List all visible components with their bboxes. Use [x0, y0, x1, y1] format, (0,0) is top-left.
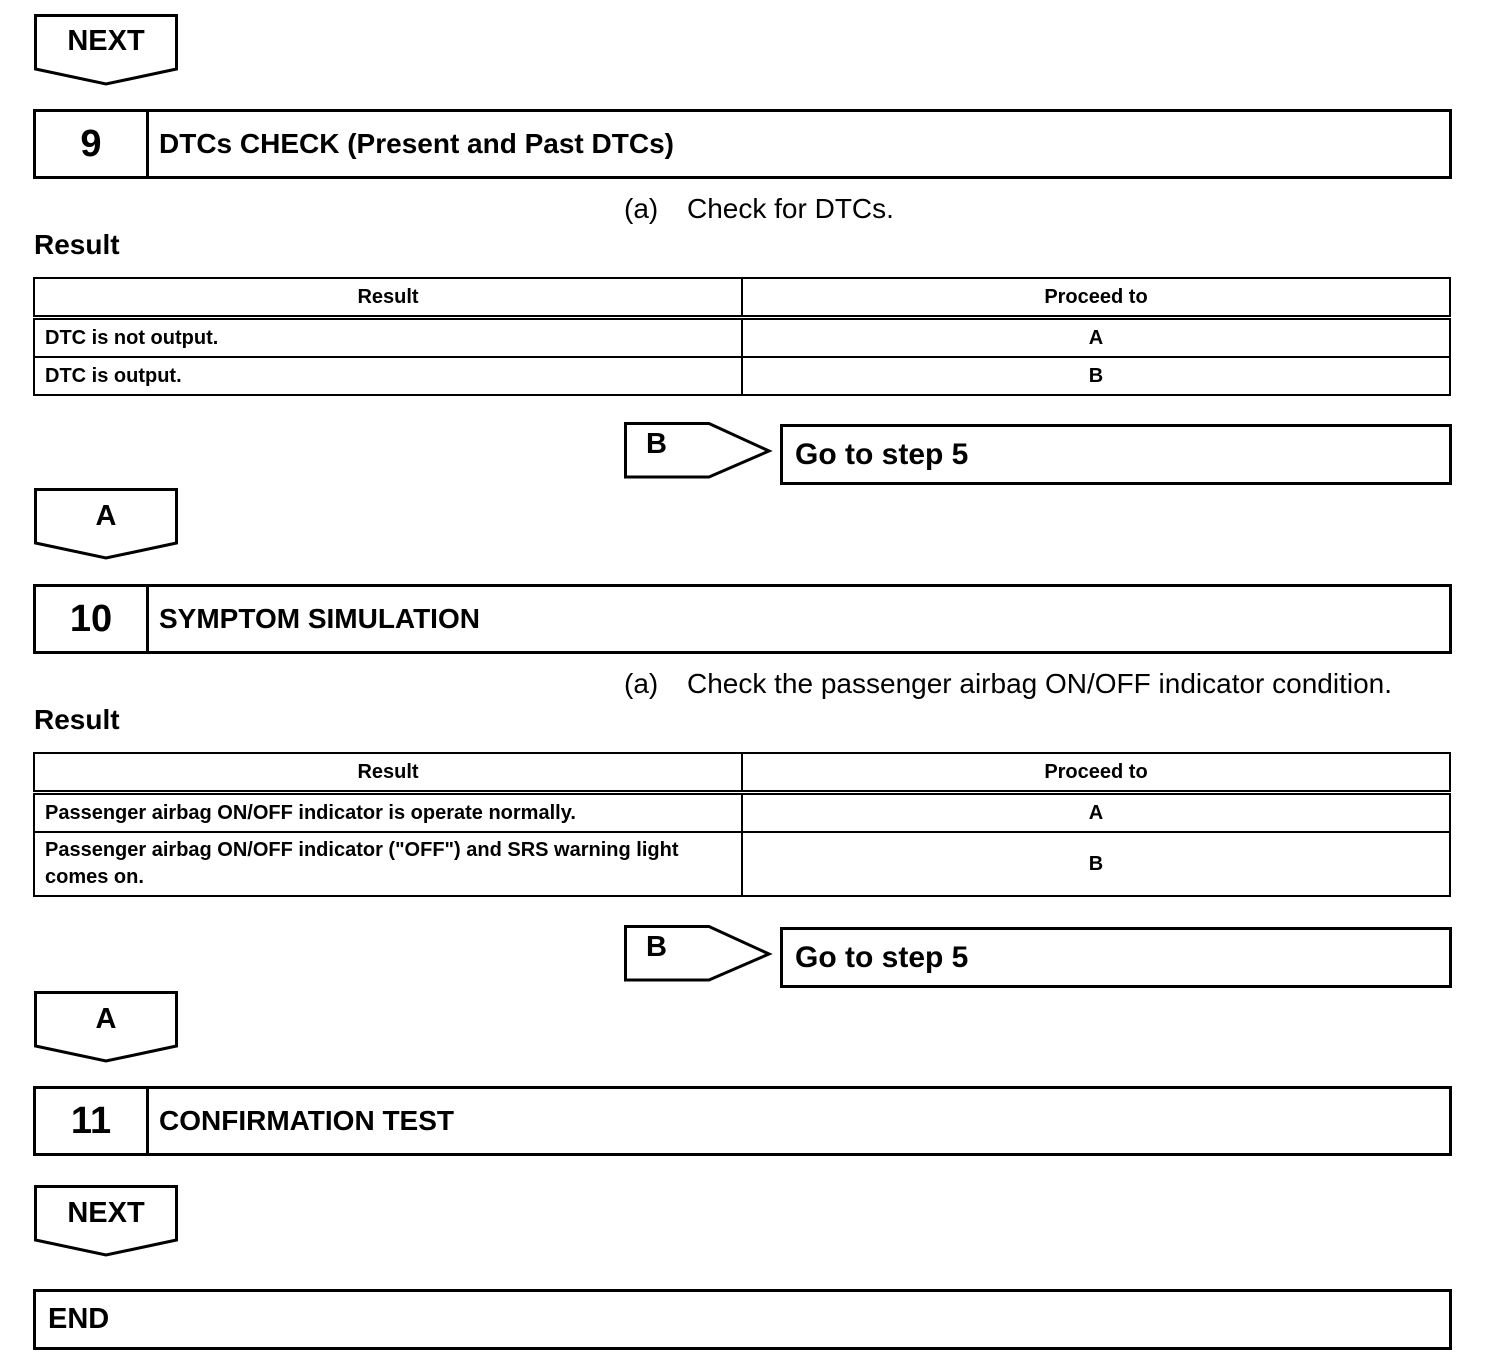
branch-b-arrow	[624, 925, 774, 983]
table-row	[34, 357, 1450, 395]
step-title: CONFIRMATION TEST	[159, 1105, 455, 1136]
step-11-header	[33, 1086, 1452, 1156]
proceed-cell: A	[742, 793, 1450, 833]
step-number: 11	[36, 1089, 149, 1153]
table-header-result: Result	[34, 278, 742, 318]
proceed-cell: B	[742, 357, 1450, 395]
step-title: DTCs CHECK (Present and Past DTCs)	[159, 128, 674, 159]
step-9-instruction	[624, 193, 894, 225]
step-number: 10	[36, 587, 149, 651]
table-row	[34, 318, 1450, 358]
continue-label: A	[95, 500, 117, 532]
step-9-header	[33, 109, 1452, 179]
result-cell: Passenger airbag ON/OFF indicator is operate normally.	[34, 793, 742, 833]
next-marker-top	[34, 14, 178, 86]
instruction-text: Check the passenger airbag ON/OFF indicator condition.	[687, 668, 1393, 699]
instruction-tag: (a)	[624, 193, 659, 224]
result-table	[33, 752, 1451, 897]
result-cell: DTC is output.	[34, 357, 742, 395]
instruction-tag: (a)	[624, 668, 659, 699]
table-header-result: Result	[34, 753, 742, 793]
next-label: NEXT	[67, 1197, 145, 1229]
go-to-step-box: Go to step 5	[780, 927, 1452, 988]
result-label: Result	[34, 704, 120, 735]
go-to-step-box: Go to step 5	[780, 424, 1452, 485]
result-cell: DTC is not output.	[34, 318, 742, 358]
step-10-instruction	[624, 668, 1392, 700]
continue-a-marker	[34, 991, 178, 1063]
next-marker-bottom	[34, 1185, 178, 1257]
step-number: 9	[36, 112, 149, 176]
table-row	[34, 793, 1450, 833]
proceed-cell: A	[742, 318, 1450, 358]
end-box: END	[33, 1289, 1452, 1350]
step-title: SYMPTOM SIMULATION	[159, 603, 480, 634]
proceed-cell: B	[742, 832, 1450, 896]
branch-b-arrow	[624, 422, 774, 480]
next-label: NEXT	[67, 25, 145, 57]
step-10-header	[33, 584, 1452, 654]
branch-label: B	[646, 931, 667, 963]
result-cell: Passenger airbag ON/OFF indicator ("OFF") and SRS warning light comes on.	[34, 832, 742, 896]
table-header-proceed: Proceed to	[742, 753, 1450, 793]
instruction-text: Check for DTCs.	[687, 193, 894, 224]
continue-a-marker	[34, 488, 178, 560]
result-table	[33, 277, 1451, 396]
table-header-proceed: Proceed to	[742, 278, 1450, 318]
result-label: Result	[34, 229, 120, 260]
branch-label: B	[646, 428, 667, 460]
continue-label: A	[95, 1003, 117, 1035]
table-row	[34, 832, 1450, 896]
